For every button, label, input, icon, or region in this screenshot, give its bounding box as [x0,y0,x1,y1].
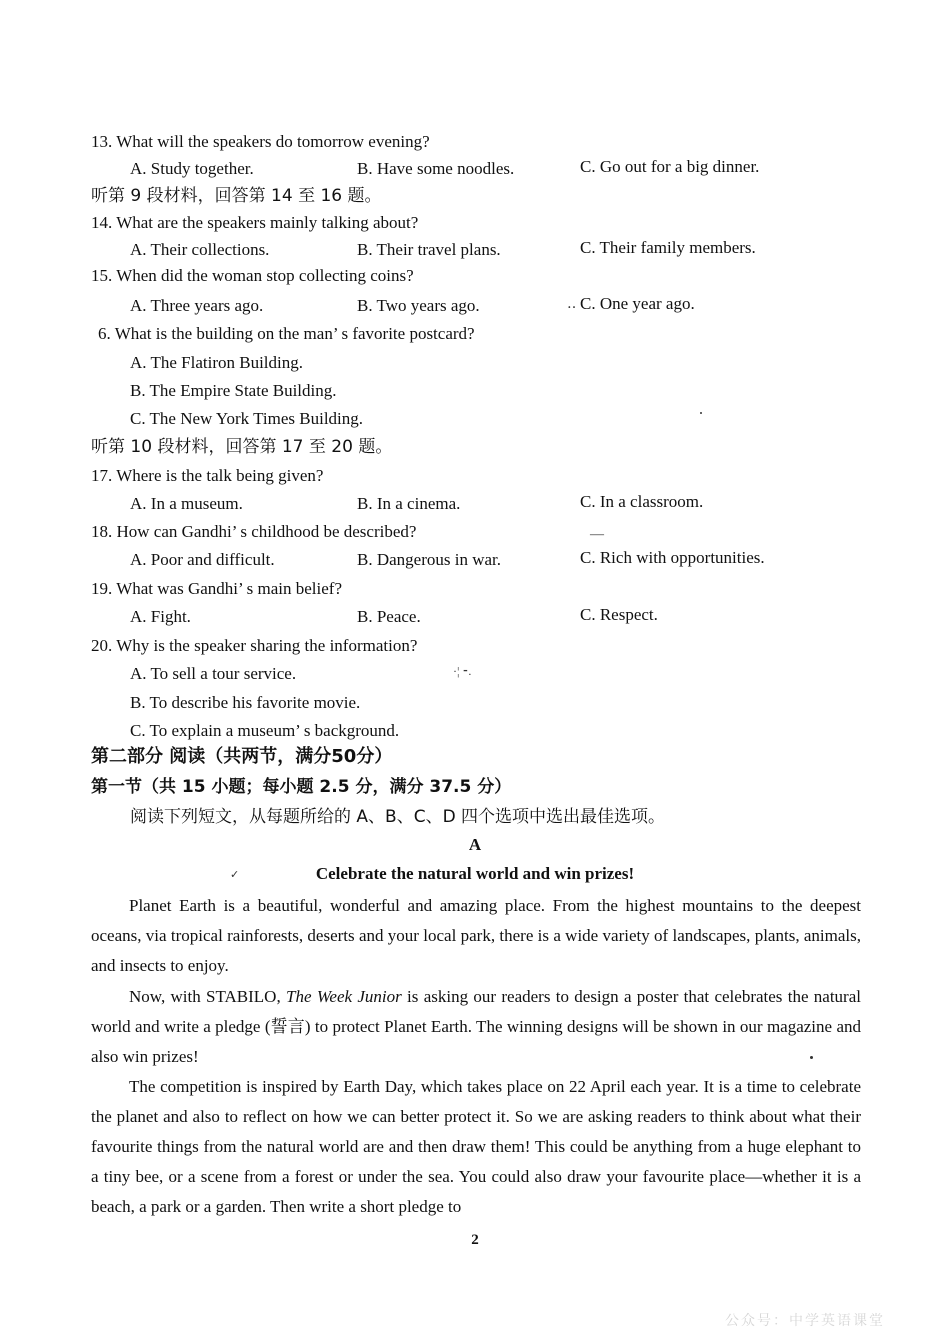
question-20-stem: 20. Why is the speaker sharing the information? [91,636,418,655]
question-18-stem: 18. How can Gandhi’ s childhood be described? [91,522,417,541]
stray-mark: ‥ [567,297,577,312]
section-9-instruction: 听第 9 段材料，回答第 14 至 16 题。 [91,186,382,206]
question-20-option-a: A. To sell a tour service. [130,664,297,683]
p2-lead: Now, with STABILO, [129,987,287,1006]
question-17-option-a: A. In a museum. [130,494,243,513]
question-19-option-b: B. Peace. [357,607,421,626]
section-10-instruction: 听第 10 段材料，回答第 17 至 20 题。 [91,437,393,457]
passage-paragraph-3: The competition is inspired by Earth Day, which takes place on 22 April each year. It is a time to celebrate the planet and also to reflect on how we can better protect it. So we are asking readers to think about what their favourite things from the natural world are and then draw them! This could be anything from a huge elephant to a tiny bee, or a scene from a forest or under the sea. You could also draw your favourite place—whether it is a beach, a park or a garden. Then write a short pledge to [91,1077,861,1216]
question-19-option-a: A. Fight. [130,607,191,626]
question-15-option-a: A. Three years ago. [130,296,264,315]
passage-title: Celebrate the natural world and win prizes! [315,864,635,883]
question-13-option-c: C. Go out for a big dinner. [580,157,760,176]
question-18-option-b: B. Dangerous in war. [357,550,502,569]
question-15-stem: 15. When did the woman stop collecting coins? [91,266,414,285]
question-16-option-b: B. The Empire State Building. [130,381,337,400]
question-13-option-b: B. Have some noodles. [357,159,515,178]
p2-rest: is asking our readers to design a poster that celebrates the natural world and write a pledge (誓言) to protect Planet Earth. The winning designs will be shown in our magazine and also win prizes! [91,987,861,1066]
question-19-stem: 19. What was Gandhi’ s main belief? [91,579,342,598]
magazine-name: The Week Junior [286,987,402,1006]
stray-marks: ·¦ ⁃. [453,664,472,678]
part-2-title: 第二部分 阅读（共两节，满分50分） [91,746,393,767]
section-1-title: 第一节（共 15 小题；每小题 2.5 分，满分 37.5 分） [91,777,512,797]
page-number: 2 [471,1232,479,1248]
question-13-option-a: A. Study together. [130,159,254,178]
question-17-option-c: C. In a classroom. [580,492,704,511]
question-18-option-c: C. Rich with opportunities. [580,548,765,567]
stray-dot [810,1056,813,1059]
question-14-option-a: A. Their collections. [130,240,270,259]
question-14-option-c: C. Their family members. [580,238,756,257]
question-15-option-b: B. Two years ago. [357,296,480,315]
watermark: 公众号：中学英语课堂 [725,1313,885,1329]
question-13-stem: 13. What will the speakers do tomorrow evening? [91,132,430,151]
question-16-stem: 6. What is the building on the man’ s favorite postcard? [98,324,475,343]
question-14-stem: 14. What are the speakers mainly talking about? [91,213,419,232]
question-20-option-c: C. To explain a museum’ s background. [130,721,400,740]
passage-paragraph-1: Planet Earth is a beautiful, wonderful and amazing place. From the highest mountains to the deepest oceans, via tropical rainforests, deserts and your local park, there is a wide variety of landscapes, plants, animals, and insects to enjoy. [91,896,861,975]
stray-dot [700,412,702,414]
stray-tick: ✓ [230,869,240,881]
reading-instruction: 阅读下列短文，从每题所给的 A、B、C、D 四个选项中选出最佳选项。 [130,807,666,827]
question-17-option-b: B. In a cinema. [357,494,461,513]
question-14-option-b: B. Their travel plans. [357,240,501,259]
question-16-option-c: C. The New York Times Building. [130,409,364,428]
question-17-stem: 17. Where is the talk being given? [91,466,324,485]
question-20-option-b: B. To describe his favorite movie. [130,693,361,712]
stray-dash: — [590,527,604,542]
question-19-option-c: C. Respect. [580,605,658,624]
question-15-option-c: C. One year ago. [580,294,695,313]
question-16-option-a: A. The Flatiron Building. [130,353,303,372]
passage-letter: A [468,835,482,854]
question-18-option-a: A. Poor and difficult. [130,550,275,569]
passage-paragraph-2 [91,982,861,1072]
